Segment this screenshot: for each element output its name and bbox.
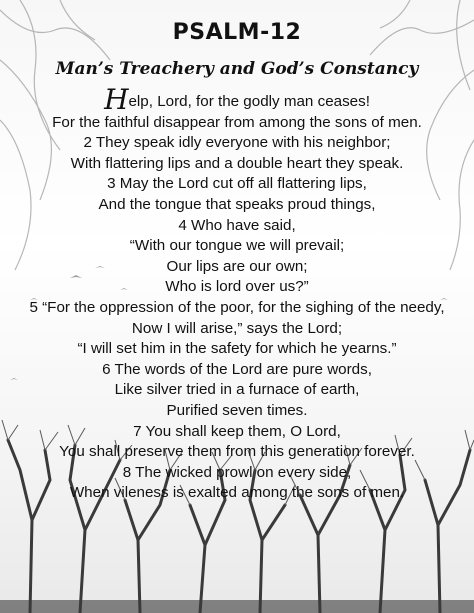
verse-line: 6 The words of the Lord are pure words, (102, 360, 372, 378)
verse-line: Our lips are our own; (166, 257, 308, 275)
verse-block (0, 83, 474, 504)
verse-line: 4 Who have said, (178, 216, 296, 234)
verse-line: For the faithful disappear from among the sons of men. (52, 113, 422, 131)
verse-line: 3 May the Lord cut off all flattering lips, (107, 175, 367, 193)
verse-line: 2 They speak idly everyone with his neighbor; (83, 134, 391, 152)
page-subtitle: Man’s Treachery and God’s Constancy (55, 59, 419, 79)
verse-line: When vileness is exalted among the sons of men. (69, 484, 405, 502)
verse-line: “With our tongue we will prevail; (129, 237, 345, 255)
page-title: PSALM-12 (172, 20, 302, 45)
verse-line: Now I will arise,” says the Lord; (131, 319, 343, 337)
verse-line: “I will set him in the safety for which he yearns.” (77, 340, 397, 358)
verse-line: And the tongue that speaks proud things, (98, 195, 376, 213)
verse-line: Who is lord over us?” (165, 278, 309, 296)
verse-line: 7 You shall keep them, O Lord, (133, 422, 341, 440)
drop-cap: H (104, 83, 129, 116)
verse-line-1-text: elp, Lord, for the godly man ceases! (128, 93, 370, 110)
verse-line: 8 The wicked prowl on every side, (122, 463, 352, 481)
verse-line: With flattering lips and a double heart they speak. (70, 154, 404, 172)
verse-line: Like silver tried in a furnace of earth, (114, 381, 360, 399)
verse-line: You shall preserve them from this generation forever. (59, 443, 415, 461)
verse-line-1 (0, 83, 474, 116)
verse-line: Purified seven times. (166, 401, 308, 419)
verse-line: 5 “For the oppression of the poor, for the sighing of the needy, (29, 298, 445, 316)
